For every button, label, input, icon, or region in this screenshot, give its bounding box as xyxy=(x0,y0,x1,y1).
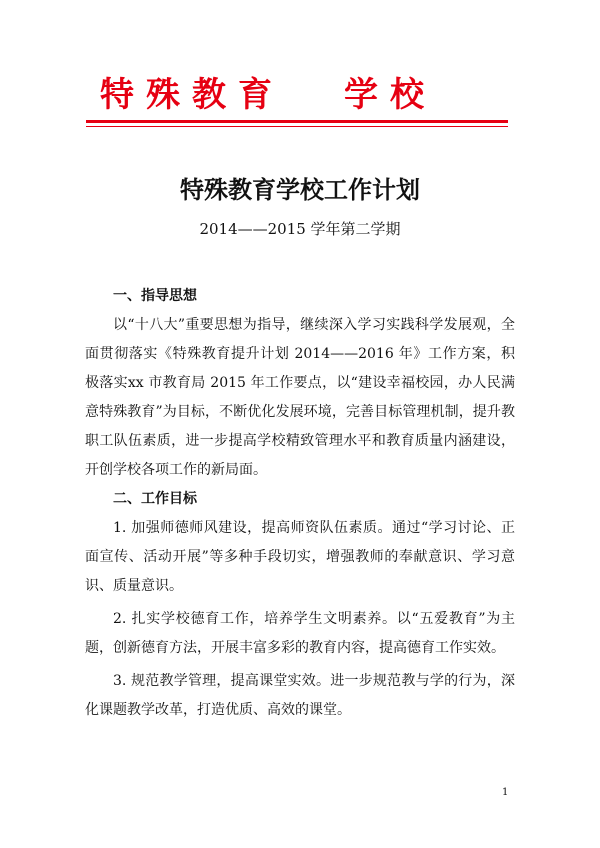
document-title: 特殊教育学校工作计划 xyxy=(180,175,420,204)
letterhead-org-type: 学校 xyxy=(344,75,436,115)
page-number: 1 xyxy=(502,787,509,798)
goal-item-3: 3. 规范教学管理，提高课堂实效。进一步规范教与学的行为，深化课题教学改革，打造优质、高效的课堂。 xyxy=(85,673,515,718)
document-subtitle: 2014——2015 学年第二学期 xyxy=(199,220,401,238)
goal-item-2: 2. 扎实学校德育工作，培养学生文明素养。以“五爱教育”为主题，创新德育方法，开展丰富多彩的教育内容，提高德育工作实效。 xyxy=(85,611,515,656)
letterhead-rule-thick xyxy=(86,120,508,123)
section-heading-guiding-ideology: 一、指导思想 xyxy=(113,288,197,304)
letterhead-rule-thin xyxy=(86,126,508,127)
document-body xyxy=(85,282,515,725)
goal-item-1: 1. 加强师德师风建设，提高师资队伍素质。通过“学习讨论、正面宣传、活动开展”等多种手段切实，增强教师的奉献意识、学习意识、质量意识。 xyxy=(85,520,515,594)
section-paragraph: 以“十八大”重要思想为指导，继续深入学习实践科学发展观，全面贯彻落实《特殊教育提升计划 2014——2016 年》工作方案，积极落实xx 市教育局 2015 年工作要点，以“建设幸福校园，办人民满意特殊教育”为目标，不断优化发展环境，完善目标管理机制，提升教职工队伍素质，进一步提高学校精致管理水平和教育质量内涵建设，开创学校各项工作的新局面。 xyxy=(85,317,515,478)
letterhead-org-name: 特殊教育 xyxy=(100,75,284,115)
letterhead xyxy=(100,70,436,120)
section-heading-work-goals: 二、工作目标 xyxy=(113,491,197,507)
